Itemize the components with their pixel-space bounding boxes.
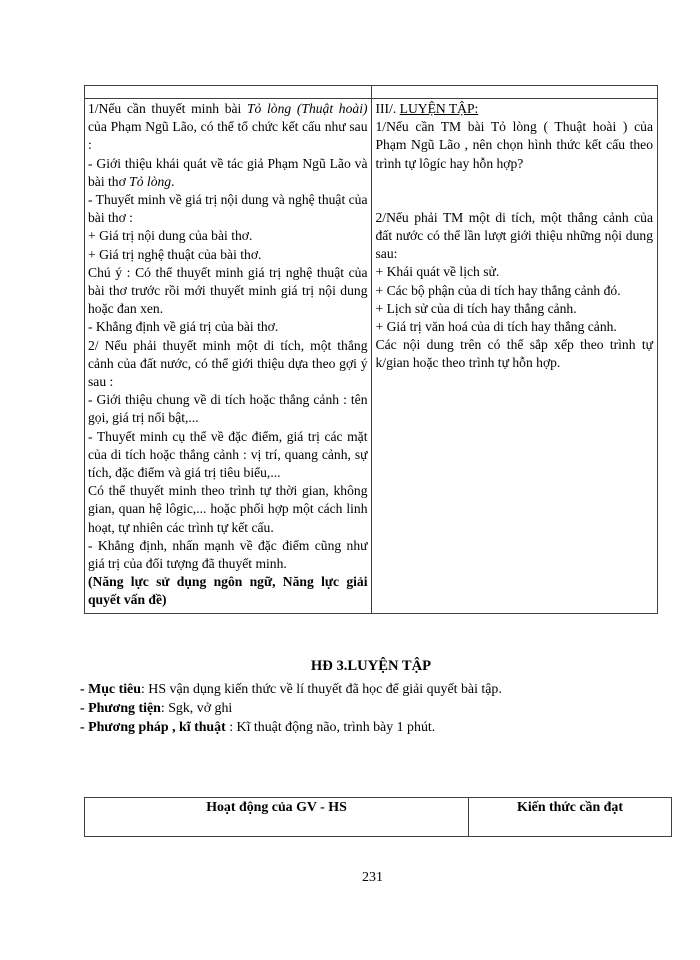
paragraph: 2/Nếu phải TM một di tích, một thắng cảnh của đất nước có thể lần lượt giới thiệu những nội dung sau: [375, 209, 653, 262]
page-number: 231 [362, 870, 383, 885]
paragraph: - Giới thiệu chung về di tích hoặc thắng cảnh : tên gọi, giá trị nổi bật,... [88, 392, 368, 426]
bullet-label: - Mục tiêu [80, 682, 141, 697]
paragraph: + Giá trị nghệ thuật của bài thơ. [88, 246, 262, 262]
table-empty-row [85, 86, 658, 99]
empty-cell-right [371, 86, 658, 99]
paragraph: + Khái quát về lịch sử. [375, 264, 500, 280]
content-table [84, 85, 658, 614]
activity-heading: HĐ 3.LUYỆN TẬP [310, 658, 432, 674]
paragraph: + Lịch sử của di tích hay thắng cảnh. [375, 300, 577, 316]
bullet-label: - Phương pháp , kĩ thuật [80, 720, 226, 736]
paragraph: 1/Nếu cần TM bài Tỏ lòng ( Thuật hoài ) của Phạm Ngũ Lão , nên chọn hình thức kết cấu theo trình tự lôgíc hay hỗn hợp? [375, 119, 653, 171]
bullet-text: : HS vận dụng kiến thức về lí thuyết đã học để giải quyết bài tập. [140, 682, 502, 697]
italic-title: Tỏ lòng [129, 173, 172, 189]
paragraph: 1/Nếu cần thuyết minh bài Tỏ lòng (Thuật hoài) của Phạm Ngũ Lão, có thể tổ chức kết cấu như sau : [88, 101, 368, 153]
paragraph: - Giới thiệu khái quát về tác giả Phạm Ngũ Lão và bài thơ Tỏ lòng. [88, 155, 368, 189]
bullet-item [80, 718, 665, 737]
paragraph: Có thể thuyết minh theo trình tự thời gian, không gian, quan hệ lôgic,... hoặc phối hợp một cách linh hoạt, tự nhiên các trình tự kết cấu. [88, 483, 368, 535]
bullet-label: - Phương tiện [80, 701, 161, 717]
paragraph: - Thuyết minh về giá trị nội dung và nghệ thuật của bài thơ : [88, 192, 368, 226]
paragraph: Chú ý : Có thể thuyết minh giá trị nghệ thuật của bài thơ trước rồi mới thuyết minh giá trị nội dung hoặc đan xen. [88, 264, 368, 317]
table-header-gv-hs: Hoạt động của GV - HS [85, 798, 469, 837]
paragraph: - Thuyết minh cụ thể về đặc điểm, giá trị các mặt của di tích hoặc thắng cảnh : vị trí, quang cảnh, sự tích, đặc điểm và giá trị tiêu biểu,... [88, 428, 368, 481]
left-column-cell [85, 99, 372, 614]
bullet-text: : Kĩ thuật động não, trình bày 1 phút. [225, 720, 436, 736]
gv-hs-table [84, 797, 672, 837]
table-content-row [85, 99, 658, 614]
paragraph: + Giá trị nội dung của bài thơ. [88, 228, 253, 244]
paragraph: 2/ Nếu phải thuyết minh một di tích, một thắng cảnh của đất nước, có thể giới thiệu dựa theo gợi ý sau : [88, 337, 368, 390]
paragraph: Các nội dung trên có thể sắp xếp theo trình tự k/gian hoặc theo trình tự hỗn hợp. [375, 337, 653, 371]
empty-cell-left [85, 86, 372, 99]
table-header-row [85, 798, 672, 837]
paragraph: - Khẳng định về giá trị của bài thơ. [88, 319, 279, 335]
bullet-text: : Sgk, vở ghi [160, 701, 233, 717]
paragraph: + Giá trị văn hoá của di tích hay thắng cảnh. [375, 319, 617, 335]
paragraph: - Khẳng định, nhấn mạnh về đặc điểm cũng như giá trị của đối tượng đã thuyết minh. [88, 537, 368, 572]
italic-title: Tỏ lòng (Thuật hoài) [247, 101, 368, 116]
competency-note: (Năng lực sử dụng ngôn ngữ, Năng lực giải quyết vấn đề) [88, 574, 368, 608]
bullet-list [80, 680, 665, 738]
bullet-item [80, 699, 665, 718]
table-header-kien-thuc: Kiến thức cần đạt [469, 798, 672, 837]
bullet-item [80, 680, 665, 699]
section-heading: III/. LUYỆN TẬP: [375, 101, 479, 116]
right-column-cell [371, 99, 658, 614]
section-heading-underlined: LUYỆN TẬP: [399, 101, 479, 116]
paragraph: + Các bộ phận của di tích hay thắng cảnh đó. [375, 282, 621, 298]
